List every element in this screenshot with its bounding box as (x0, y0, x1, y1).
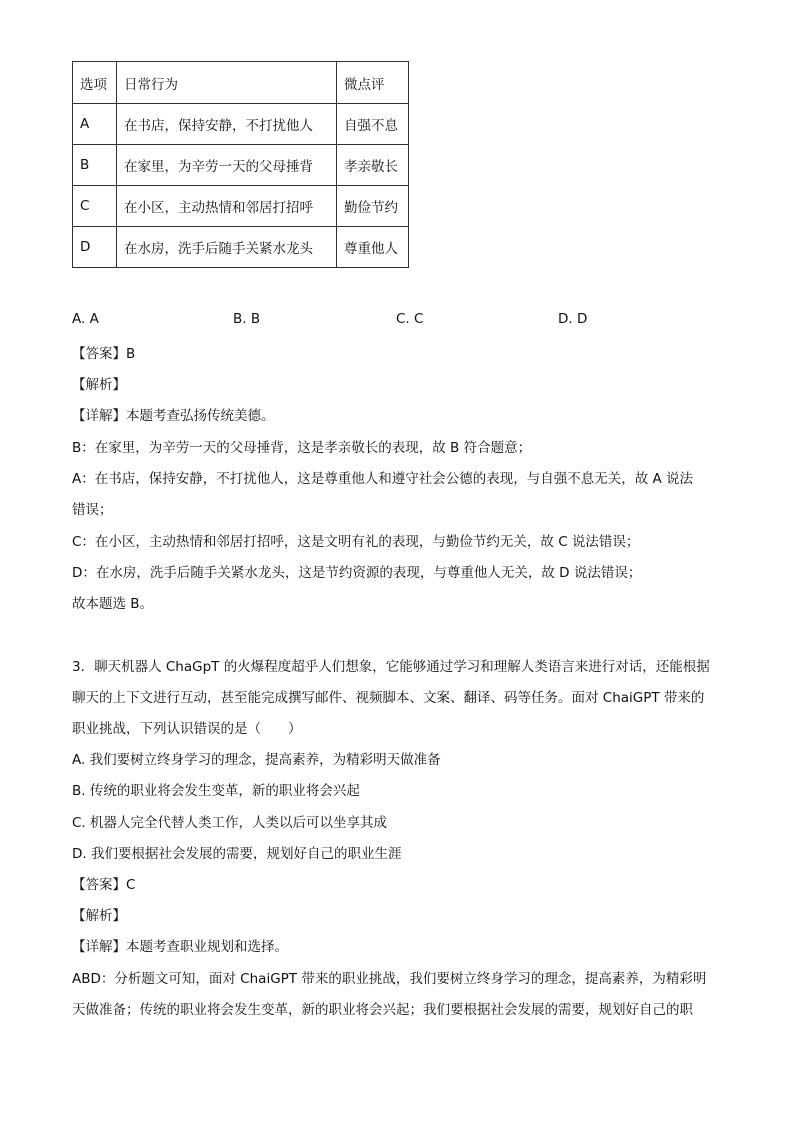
table-cell: A (73, 104, 117, 145)
table-row (73, 227, 409, 268)
q2-conclusion: 故本题选 B。 (72, 596, 154, 612)
table-header-cell: 日常行为 (117, 62, 337, 104)
q3-answer: 【答案】C (72, 877, 136, 893)
q2-answer: 【答案】B (72, 346, 136, 362)
q2-option-b: B. B (233, 311, 261, 327)
table-cell: 在书店，保持安静，不打扰他人 (117, 104, 337, 145)
table-header-cell: 微点评 (337, 62, 409, 104)
q3-stem-line: 3．聊天机器人 ChaGpT 的火爆程度超乎人们想象，它能够通过学习和理解人类语言来进行对话，还能根据 (72, 659, 710, 675)
q2-option-d: D. D (558, 311, 588, 327)
table-header-row (73, 62, 409, 104)
table-header-cell: 选项 (73, 62, 117, 104)
options-table (72, 61, 409, 268)
q2-explanation-line: A：在书店，保持安静，不打扰他人，这是尊重他人和遵守社会公德的表现，与自强不息无关，故 A 说法 (72, 471, 694, 487)
q2-detail: 【详解】本题考查弘扬传统美德。 (72, 408, 275, 424)
q3-option-c: C. 机器人完全代替人类工作，人类以后可以坐享其成 (72, 815, 388, 831)
q2-option-c: C. C (396, 311, 424, 327)
table-cell: 在家里，为辛劳一天的父母捶背 (117, 145, 337, 186)
q2-explanation-line: B：在家里，为辛劳一天的父母捶背，这是孝亲敬长的表现，故 B 符合题意； (72, 440, 532, 456)
q2-analysis-label: 【解析】 (72, 377, 126, 393)
table-cell: 孝亲敬长 (337, 145, 409, 186)
q2-explanation-line: C：在小区，主动热情和邻居打招呼，这是文明有礼的表现，与勤俭节约无关，故 C 说法错误； (72, 534, 640, 550)
q2-option-a: A. A (72, 311, 99, 327)
table-row (73, 104, 409, 145)
q3-stem-line: 聊天的上下文进行互动，甚至能完成撰写邮件、视频脚本、文案、翻译、码等任务。面对 ChaiGPT 带来的 (72, 690, 705, 706)
table-cell: C (73, 186, 117, 227)
q3-explanation-line: ABD：分析题文可知，面对 ChaiGPT 带来的职业挑战，我们要树立终身学习的理念，提高素养，为精彩明 (72, 971, 707, 987)
table-cell: 尊重他人 (337, 227, 409, 268)
table-cell: 在小区，主动热情和邻居打招呼 (117, 186, 337, 227)
table-cell: 自强不息 (337, 104, 409, 145)
q2-explanation-line: D：在水房，洗手后随手关紧水龙头，这是节约资源的表现，与尊重他人无关，故 D 说法错误； (72, 565, 642, 581)
q3-option-d: D. 我们要根据社会发展的需要，规划好自己的职业生涯 (72, 846, 402, 862)
q3-explanation-line: 天做准备；传统的职业将会发生变革，新的职业将会兴起；我们要根据社会发展的需要，规划好自己的职 (72, 1002, 693, 1018)
table-row (73, 186, 409, 227)
table-cell: D (73, 227, 117, 268)
table-cell: 勤俭节约 (337, 186, 409, 227)
q2-explanation-line: 错误； (72, 502, 113, 518)
q3-option-a: A. 我们要树立终身学习的理念，提高素养，为精彩明天做准备 (72, 752, 441, 768)
q3-stem-line: 职业挑战，下列认识错误的是（ ） (72, 721, 302, 737)
q3-detail: 【详解】本题考查职业规划和选择。 (72, 939, 288, 955)
table-cell: B (73, 145, 117, 186)
q3-analysis-label: 【解析】 (72, 908, 126, 924)
table-cell: 在水房，洗手后随手关紧水龙头 (117, 227, 337, 268)
table-row (73, 145, 409, 186)
q3-option-b: B. 传统的职业将会发生变革，新的职业将会兴起 (72, 783, 360, 799)
